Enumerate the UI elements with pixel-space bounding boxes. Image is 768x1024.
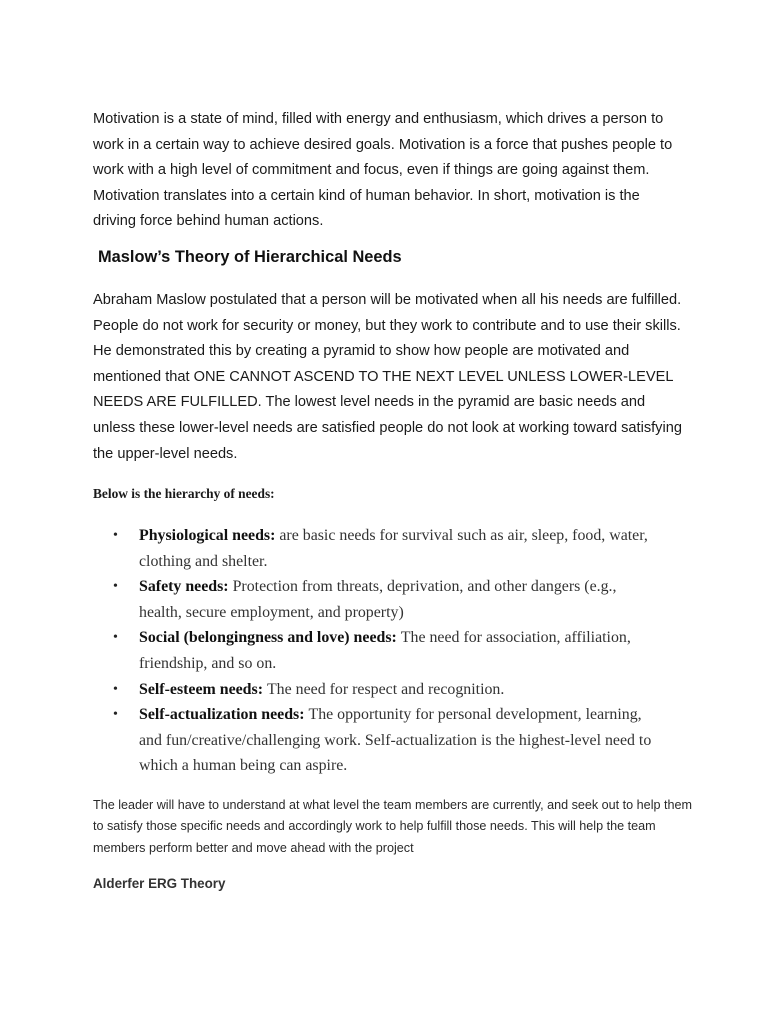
intro-paragraph: Motivation is a state of mind, filled with energy and enthusiasm, which drives a person to work in a certain way to achieve desired goals. Motivation is a force that pushes people to work with a high level of commitment and focus, even if things are going against them. Motivation translates into a certain kind of human behavior. In short, motivation is the driving force behind human actions. <box>93 111 673 230</box>
bullet-icon: • <box>113 681 118 697</box>
bullet-icon: • <box>113 528 118 543</box>
need-title: Physiological needs: <box>139 527 280 544</box>
need-description: are basic needs for survival such as air, sleep, food, water, clothing and shelter. <box>139 527 648 570</box>
maslow-paragraph: Abraham Maslow postulated that a person will be motivated when all his needs are fulfilled. People do not work for security or money, but they work to contribute and to use their skills. He demonstrated this by creating a pyramid to show how people are motivated and mentioned that ONE CANNOT ASCEND TO THE NEXT LEVEL UNLESS LOWER-LEVEL NEEDS ARE FULFILLED. The lowest level needs in the pyramid are basic needs and unless these lower-level needs are satisfied people do not look at working toward satisfying the upper-level needs. <box>93 292 682 462</box>
list-item-social <box>0 625 659 676</box>
needs-list <box>0 523 768 779</box>
list-item-self-esteem <box>0 677 659 703</box>
list-item-self-actualization <box>0 702 659 779</box>
need-title: Self-esteem needs: <box>139 680 267 698</box>
maslow-heading: Maslow’s Theory of Hierarchical Needs <box>98 248 402 266</box>
need-description: The need for respect and recognition. <box>266 680 505 698</box>
need-title: Social (belongingness and love) needs: <box>139 629 401 647</box>
closing-paragraph: The leader will have to understand at what level the team members are currently, and seek out to help them to satisfy those specific needs and accordingly work to help fulfill those needs. This will help the team members perform better and move ahead with the project <box>93 798 692 855</box>
list-item-safety <box>0 574 659 625</box>
bullet-icon: • <box>113 579 118 595</box>
bullet-icon: • <box>113 630 118 646</box>
need-description: The opportunity for personal development, learning, and fun/creative/challenging work. Self-actualization is the highest-level need to which a human being can aspire. <box>139 706 652 775</box>
hierarchy-label: Below is the hierarchy of needs: <box>93 486 275 501</box>
list-item-physiological <box>0 523 659 574</box>
erg-heading: Alderfer ERG Theory <box>93 876 226 891</box>
need-description: The need for association, affiliation, friendship, and so on. <box>139 629 631 672</box>
need-description: Protection from threats, deprivation, and other dangers (e.g., health, secure employment, and property) <box>139 578 617 621</box>
bullet-icon: • <box>113 707 118 723</box>
need-title: Safety needs: <box>139 578 233 596</box>
need-title: Self-actualization needs: <box>139 706 309 724</box>
